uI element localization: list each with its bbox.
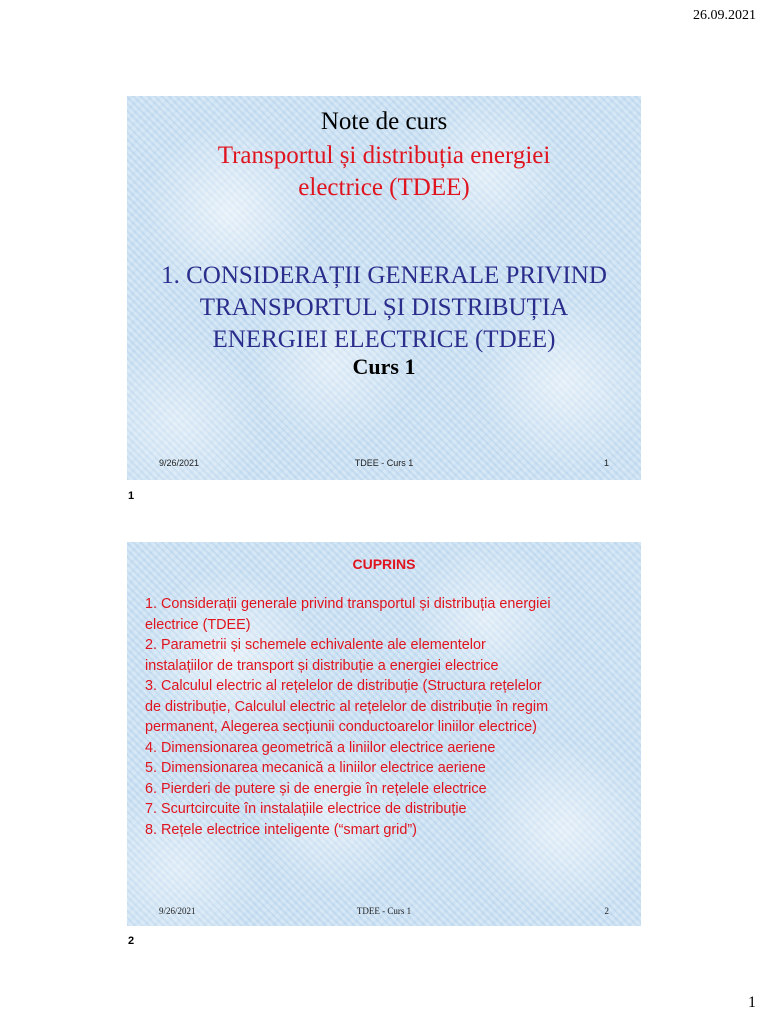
course-title-line-1: Transportul și distribuția energiei xyxy=(217,142,551,169)
contents-line: 1. Considerații generale privind transportul și distribuția energiei xyxy=(145,596,551,612)
chapter-title-line-1: 1. CONSIDERAȚII GENERALE PRIVIND xyxy=(161,262,607,289)
contents-line: 2. Parametrii și schemele echivalente ale elementelor xyxy=(145,637,486,653)
lecture-label: Curs 1 xyxy=(352,354,416,379)
footer-title: TDEE - Curs 1 xyxy=(354,458,414,468)
course-title-line-2: electrice (TDEE) xyxy=(298,174,470,201)
contents-line: 6. Pierderi de putere și de energie în rețelele electrice xyxy=(145,780,487,797)
page-number: 1 xyxy=(748,994,756,1011)
print-date: 26.09.2021 xyxy=(693,8,756,23)
contents-line: 5. Dimensionarea mecanică a liniilor electrice aeriene xyxy=(145,760,486,776)
slide-note-title: Note de curs xyxy=(320,108,448,135)
footer-slide-number: 2 xyxy=(604,906,609,916)
contents-line: 8. Rețele electrice inteligente (“smart grid”) xyxy=(145,821,417,838)
footer-date: 9/26/2021 xyxy=(159,458,200,468)
contents-line: 4. Dimensionarea geometrică a liniilor electrice aeriene xyxy=(145,739,496,756)
contents-line: 3. Calculul electric al rețelelor de distribuție (Structura rețelelor xyxy=(145,678,542,694)
contents-heading: CUPRINS xyxy=(352,556,416,572)
footer-title: TDEE - Curs 1 xyxy=(356,906,412,916)
slide-1 xyxy=(127,96,641,480)
chapter-title xyxy=(127,260,641,356)
contents-line: electrice (TDEE) xyxy=(145,616,251,633)
contents-line: instalațiilor de transport și distribuție a energiei electrice xyxy=(145,657,499,674)
slide-2 xyxy=(127,542,641,926)
chapter-title-line-3: ENERGIEI ELECTRICE (TDEE) xyxy=(212,326,556,353)
chapter-title-line-2: TRANSPORTUL ȘI DISTRIBUȚIA xyxy=(199,294,569,321)
contents-line: de distribuție, Calculul electric al rețelelor de distribuție în regim xyxy=(145,698,549,715)
footer-date: 9/26/2021 xyxy=(159,906,196,916)
contents-line: 7. Scurtcircuite în instalațiile electrice de distribuție xyxy=(145,801,467,817)
contents-list xyxy=(145,594,623,840)
slide-label-2: 2 xyxy=(128,935,135,947)
slide-label-1: 1 xyxy=(128,490,135,502)
course-title xyxy=(127,140,641,204)
contents-line: permanent, Alegerea secțiunii conductoarelor liniilor electrice) xyxy=(145,719,537,735)
footer-slide-number: 1 xyxy=(603,458,609,468)
